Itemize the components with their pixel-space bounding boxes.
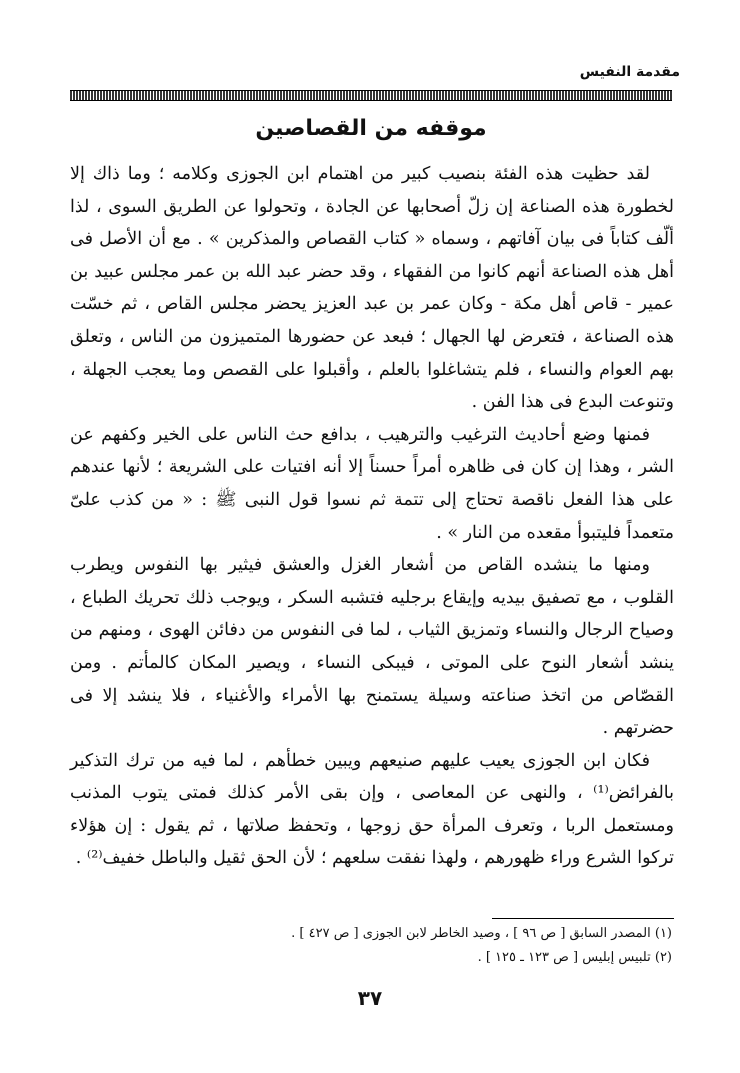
section-heading: موقفه من القصاصين [255,116,487,141]
paragraph: ومنها ما ينشده القاص من أشعار الغزل والعشق فيثير بها النفوس ويطرب القلوب ، مع تصفيق بيديه وإيقاع برجليه فتشبه السكر ، ويوجب ذلك تحريك الطباع ، وصياح الرجال والنساء وتمزيق الثياب ، لما فى النفوس من دفائن الهوى ، ومنهم من ينشد أشعار النوح على الموتى ، فيبكى النساء ، ويصير المكان كالمأتم . ومن القصّاص من اتخذ صناعته وسيلة يستمنح بها الأمراء والأغنياء ، فلا ينشد إلا فى حضرتهم . [70,555,674,739]
page-number: ٣٧ [357,986,383,1010]
footnotes [70,922,672,970]
paragraph: لقد حظيت هذه الفئة بنصيب كبير من اهتمام ابن الجوزى وكلامه ؛ وما ذاك إلا لخطورة هذه الصناعة إن زلّ أصحابها عن الجادة ، وتحولوا عن الطريق السوى ، لذا ألّف كتاباً فى بيان آفاتهم ، وسماه « كتاب القصاص والمذكرين » . مع أن الأصل فى أهل هذه الصناعة أنهم كانوا من الفقهاء ، وقد حضر عبد الله بن عمر مجلس عبيد بن عمير - قاص أهل مكة - وكان عمر بن عبد العزيز يحضر مجلس القاص ، ثم خسّت هذه الصناعة ، فتعرض لها الجهال ؛ فبعد عن حضورها المتميزون من الناس ، وتعلق بهم العوام والنساء ، فلم يتشاغلوا بالعلم ، وأقبلوا على القصص وما يعجب الجهلة ، وتنوعت البدع فى هذا الفن . [70,164,674,413]
paragraph: فمنها وضع أحاديث الترغيب والترهيب ، بدافع حث الناس على الخير وكفهم عن الشر ، وهذا إن كان فى ظاهره أمراً حسناً إلا أنه افتيات على الشريعة ؛ لأنها عندهم على هذا الفعل ناقصة تحتاج إلى تتمة ثم نسوا قول النبى ﷺ : « من كذب علىّ متعمداً فليتبوأ مقعده من النار » . [70,424,674,543]
header-rule [70,90,672,101]
paragraph: فكان ابن الجوزى يعيب عليهم صنيعهم ويبين خطأهم ، لما فيه من ترك التذكير بالفرائض⁽¹⁾ ، والنهى عن المعاصى ، وإن بقى الأمر كذلك فمتى يتوب المذنب ومستعمل الربا ، وتعرف المرأة حق زوجها ، وتحفظ صلاتها ، ثم يقول : إن هؤلاء تركوا الشرع وراء ظهورهم ، ولهذا نفقت سلعهم ؛ لأن الحق ثقيل والباطل خفيف⁽²⁾ . [70,750,674,869]
footnote: (١) المصدر السابق [ ص ٩٦ ] ، وصيد الخاطر لابن الجوزى [ ص ٤٢٧ ] . [291,926,672,941]
body-text [70,158,674,875]
running-header-title: مقدمة النفيس [579,64,680,80]
footnote-rule [492,918,674,919]
footnote: (٢) تلبيس إبليس [ ص ١٢٣ ـ ١٢٥ ] . [477,950,672,965]
